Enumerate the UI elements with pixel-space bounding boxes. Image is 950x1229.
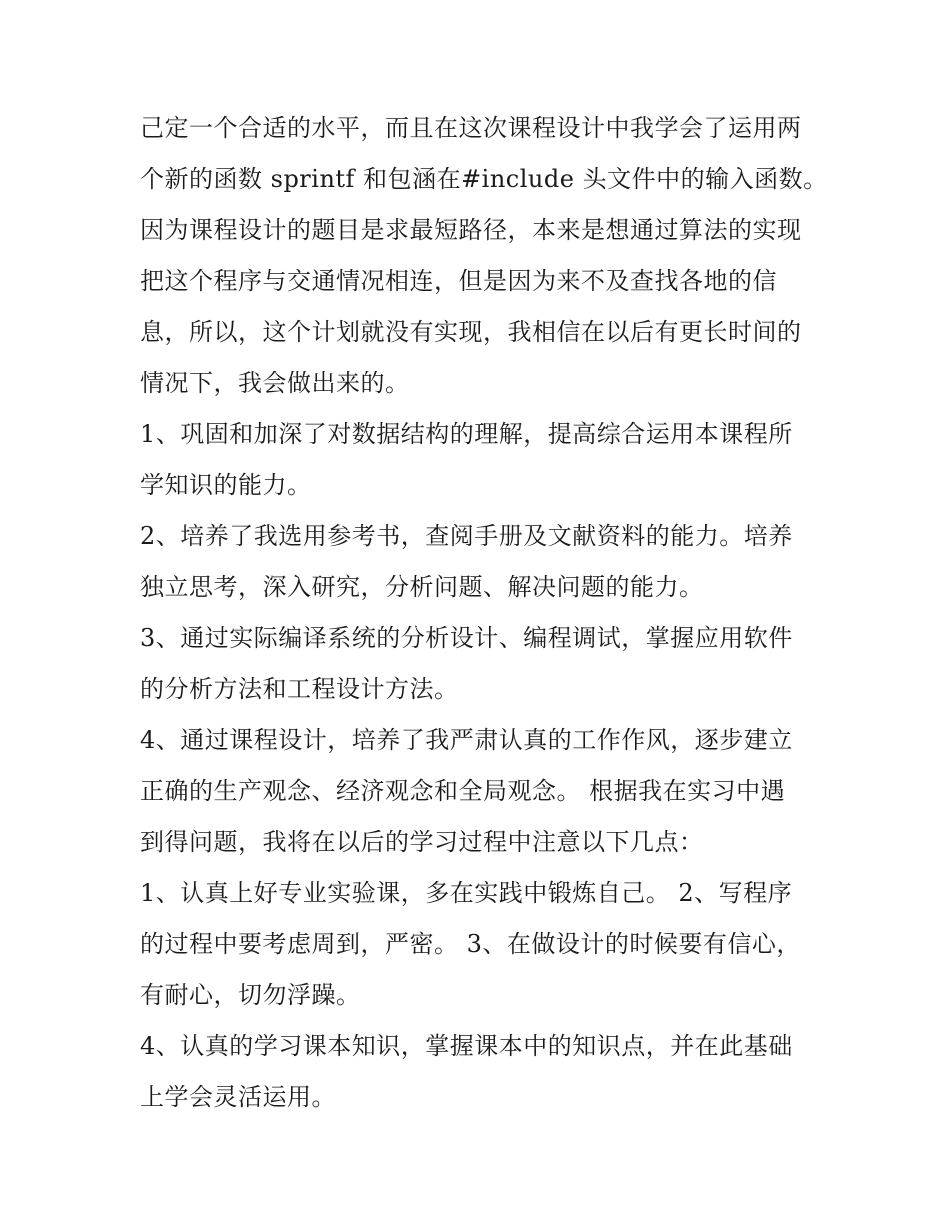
text-line: 情况下，我会做出来的。 [140, 369, 410, 397]
list-item-line: 正确的生产观念、经济观念和全局观念。 根据我在实习中遇 [140, 777, 786, 805]
list-item-line: 上学会灵活运用。 [140, 1083, 336, 1111]
text-line: 个新的函数 sprintf 和包涵在#include 头文件中的输入函数。 [140, 165, 828, 193]
text-line: 己定一个合适的水平，而且在这次课程设计中我学会了运用两 [140, 114, 802, 142]
list-item-line: 的分析方法和工程设计方法。 [140, 675, 459, 703]
list-item-line: 的过程中要考虑周到，严密。 3、在做设计的时候要有信心， [140, 930, 801, 958]
list-item-line: 独立思考，深入研究，分析问题、解决问题的能力。 [140, 573, 704, 601]
text-line: 息，所以，这个计划就没有实现，我相信在以后有更长时间的 [140, 318, 802, 346]
body-text [140, 103, 830, 1123]
list-item-line: 4、认真的学习课本知识，掌握课本中的知识点，并在此基础 [140, 1032, 793, 1060]
list-item-line: 1、认真上好专业实验课，多在实践中锻炼自己。 2、写程序 [140, 879, 793, 907]
text-line: 把这个程序与交通情况相连，但是因为来不及查找各地的信 [140, 267, 777, 295]
list-item-line: 2、培养了我选用参考书，查阅手册及文献资料的能力。培养 [140, 522, 793, 550]
list-item-line: 学知识的能力。 [140, 471, 312, 499]
list-item-line: 到得问题，我将在以后的学习过程中注意以下几点： [140, 828, 704, 856]
list-item-line: 3、通过实际编译系统的分析设计、编程调试，掌握应用软件 [140, 624, 793, 652]
text-line: 因为课程设计的题目是求最短路径，本来是想通过算法的实现 [140, 216, 802, 244]
list-item-line: 有耐心，切勿浮躁。 [140, 981, 361, 1009]
list-item-line: 1、巩固和加深了对数据结构的理解，提高综合运用本课程所 [140, 420, 793, 448]
list-item-line: 4、通过课程设计，培养了我严肃认真的工作作风，逐步建立 [140, 726, 793, 754]
